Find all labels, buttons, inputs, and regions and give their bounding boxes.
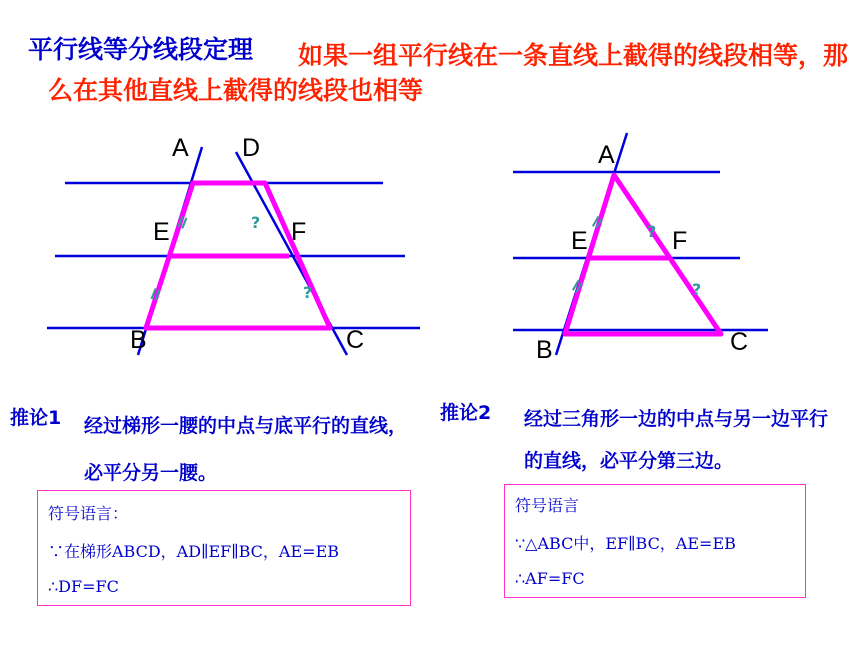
label-c: C [346,326,365,354]
corollary1-box-conclusion: ∴DF=FC [48,577,119,596]
corollary1-label: 推论1 [10,407,62,429]
corollary1-box-given: ∵在梯形ABCD，AD∥EF∥BC，AE=EB [48,542,340,561]
corollary2-box-given: ∵△ABC中，EF∥BC，AE=EB [515,534,736,553]
figure-triangle [513,133,768,355]
label-e: E [571,227,588,255]
figure-trapezoid [47,147,420,355]
corollary2-symbol-box [504,484,806,598]
label-c: C [730,328,749,356]
tick-mark-eb: = [142,283,169,306]
corollary2-label: 推论2 [440,402,492,424]
corollary1-box-title: 符号语言： [48,504,129,523]
label-a: A [172,134,189,162]
label-d: D [242,134,261,162]
corollary2-box-title: 符号语言 [515,496,580,515]
question-mark-fc: ? [303,283,313,302]
triangle-abc [565,175,721,334]
label-f: F [672,227,688,255]
label-e: E [153,218,170,246]
corollary2-box-conclusion: ∴AF=FC [515,569,585,588]
label-b: B [536,336,553,364]
tick-mark-ae: = [584,210,611,235]
label-a: A [598,141,615,169]
question-mark-df: ? [251,213,261,232]
tick-mark-ae: = [169,211,196,234]
question-mark-fc: ? [692,280,702,299]
label-f: F [291,218,307,246]
tick-mark-eb: = [564,274,591,299]
label-b: B [130,326,147,354]
corollary2-text: 经过三角形一边的中点与另一边平行的直线，必平分第三边。 [524,408,829,472]
theorem-title: 平行线等分线段定理 [28,35,254,64]
corollary1-symbol-box [37,490,411,606]
theorem-text: 如果一组平行线在一条直线上截得的线段相等，那么在其他直线上截得的线段也相等 [48,41,849,105]
question-mark-af: ? [647,222,657,241]
corollary1-text: 经过梯形一腰的中点与底平行的直线，必平分另一腰。 [84,415,408,484]
